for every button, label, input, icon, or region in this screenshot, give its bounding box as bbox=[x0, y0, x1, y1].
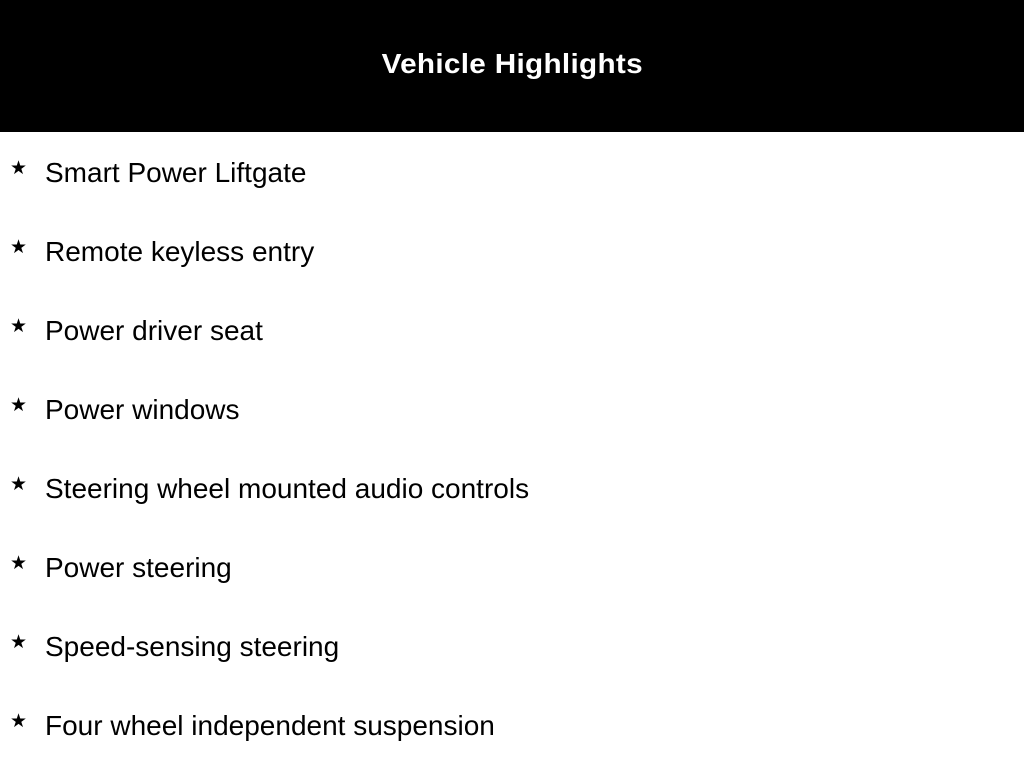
star-icon: ★ bbox=[10, 473, 28, 495]
star-icon: ★ bbox=[10, 710, 28, 732]
list-item-label: Power steering bbox=[45, 552, 232, 583]
list-item-label: Steering wheel mounted audio controls bbox=[45, 473, 530, 504]
list-item-label: Four wheel independent suspension bbox=[45, 710, 495, 741]
star-icon: ★ bbox=[10, 552, 28, 574]
page-title: Vehicle Highlights bbox=[381, 48, 643, 79]
header-bar bbox=[0, 0, 1024, 132]
list-item-label: Remote keyless entry bbox=[45, 236, 315, 267]
star-icon: ★ bbox=[10, 631, 28, 653]
star-icon: ★ bbox=[10, 394, 28, 416]
star-icon: ★ bbox=[10, 157, 28, 179]
list-item-label: Speed-sensing steering bbox=[45, 631, 340, 662]
list-item-label: Smart Power Liftgate bbox=[45, 157, 307, 188]
star-icon: ★ bbox=[10, 315, 28, 337]
list-item-label: Power windows bbox=[45, 394, 240, 425]
list-item-label: Power driver seat bbox=[45, 315, 263, 346]
star-icon: ★ bbox=[10, 236, 28, 258]
